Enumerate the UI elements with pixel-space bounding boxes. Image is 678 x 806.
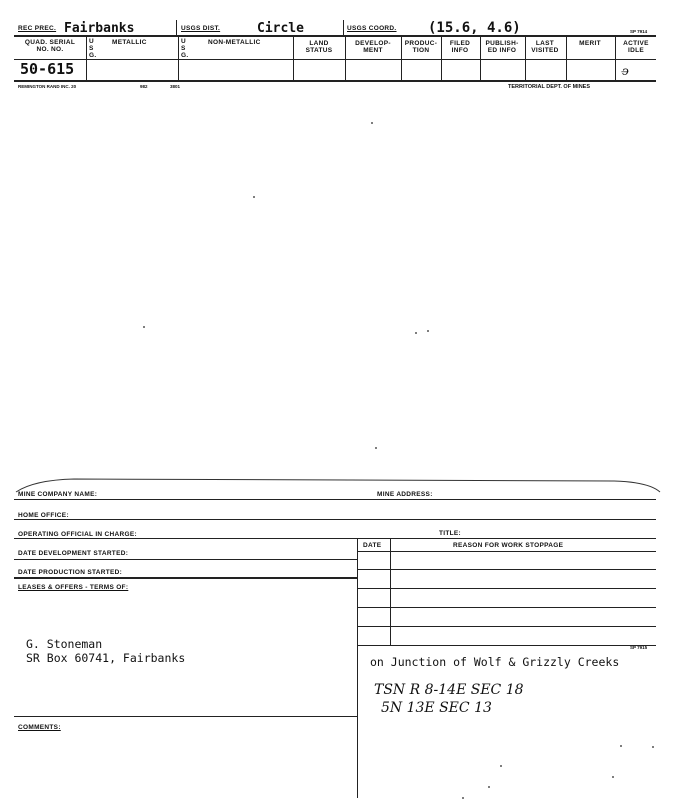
scan-speck xyxy=(143,326,145,328)
col-production: PRODUC- TION xyxy=(404,40,438,54)
col-usg-letters: U S G. xyxy=(89,38,97,59)
col-merit: MERIT xyxy=(579,40,601,47)
scan-speck xyxy=(652,746,654,748)
scan-speck xyxy=(415,332,417,334)
reason-column-header: REASON FOR WORK STOPPAGE xyxy=(453,542,564,549)
rec-prec-label: REC PREC. xyxy=(18,25,57,32)
dept-line: TERRITORIAL DEPT. OF MINES xyxy=(508,84,590,90)
rec-prec-value: Fairbanks xyxy=(64,21,135,36)
printer-code-2: 3801 xyxy=(170,84,181,89)
scan-speck xyxy=(371,122,373,124)
comments-label: COMMENTS: xyxy=(18,724,61,731)
col-non-metallic: NON-METALLIC xyxy=(208,39,261,46)
serial-number-value: 50-615 xyxy=(20,60,75,78)
col-metallic: METALLIC xyxy=(112,39,147,46)
date-production-label: DATE PRODUCTION STARTED: xyxy=(18,569,123,576)
leases-offers-label: LEASES & OFFERS - TERMS OF: xyxy=(18,584,129,591)
home-office-label: HOME OFFICE: xyxy=(18,512,69,519)
form-number-top: SP 7914 xyxy=(630,29,648,34)
usgs-coord-label: USGS COORD. xyxy=(347,25,397,32)
scan-speck xyxy=(462,797,464,799)
scan-speck xyxy=(620,745,622,747)
location-text: on Junction of Wolf & Grizzly Creeks xyxy=(370,655,620,669)
operating-official-label: OPERATING OFFICIAL IN CHARGE: xyxy=(18,531,137,538)
scan-speck xyxy=(488,786,490,788)
mine-company-label: MINE COMPANY NAME: xyxy=(18,491,98,498)
printer-code-1: 982 xyxy=(140,84,148,89)
card-top-edge xyxy=(14,472,664,494)
usgs-dist-value: Circle xyxy=(257,21,304,36)
usgs-coord-value: (15.6, 4.6) xyxy=(428,20,521,36)
scan-speck xyxy=(427,330,429,332)
printer-line: REMINGTON RAND INC. 20 xyxy=(18,84,77,89)
date-development-label: DATE DEVELOPMENT STARTED: xyxy=(18,550,129,557)
col-active-idle: ACTIVE IDLE xyxy=(623,40,649,54)
handwritten-legal-2: 5N 13E SEC 13 xyxy=(381,700,492,716)
col-filed-info: FILED INFO xyxy=(449,40,471,54)
col-development: DEVELOP- MENT xyxy=(355,40,391,54)
scan-speck xyxy=(500,765,502,767)
col-published-info: PUBLISH- ED INFO xyxy=(485,40,519,54)
form-number-bottom: SP 7915 xyxy=(630,645,648,650)
handwritten-legal-1: TSN R 8-14E SEC 18 xyxy=(374,682,524,698)
scan-speck xyxy=(612,776,614,778)
col-last-visited: LAST VISITED xyxy=(531,40,559,54)
owner-address: SR Box 60741, Fairbanks xyxy=(26,651,186,665)
title-label: TITLE: xyxy=(439,530,462,537)
col-quad-serial: QUAD. SERIAL NO. NO. xyxy=(24,39,76,53)
col-usg-letters-2: U S G. xyxy=(181,38,189,59)
scan-speck xyxy=(253,196,255,198)
scan-speck xyxy=(375,447,377,449)
mine-address-label: MINE ADDRESS: xyxy=(377,491,433,498)
usgs-dist-label: USGS DIST. xyxy=(181,25,221,32)
active-idle-mark: ↄ̶ xyxy=(622,64,629,78)
col-land-status: LAND STATUS xyxy=(305,40,333,54)
date-column-header: DATE xyxy=(363,542,382,549)
owner-name: G. Stoneman xyxy=(26,637,103,651)
